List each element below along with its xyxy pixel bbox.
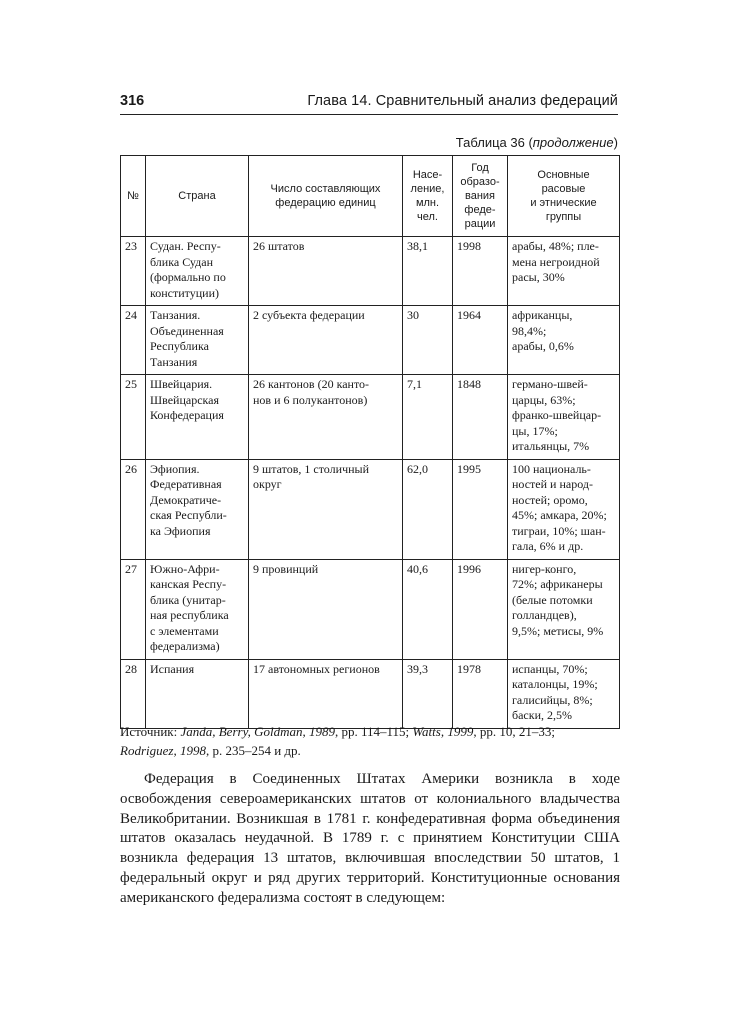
page-header <box>120 92 618 115</box>
cell-units: 26 кантонов (20 канто- нов и 6 полукантонов) <box>249 375 403 460</box>
cell-number: 25 <box>121 375 146 460</box>
cell-number: 23 <box>121 237 146 306</box>
cell-country: Испания <box>146 659 249 728</box>
cell-units: 9 штатов, 1 столичный округ <box>249 459 403 559</box>
column-header-groups: Основные расовые и этнические группы <box>508 156 620 237</box>
cell-units: 17 автономных регионов <box>249 659 403 728</box>
cell-population: 7,1 <box>403 375 453 460</box>
cell-number: 24 <box>121 306 146 375</box>
table-caption <box>456 135 618 150</box>
column-header-year: Год образо- вания феде- рации <box>453 156 508 237</box>
table-row <box>121 237 620 306</box>
caption-continuation: продолжение <box>532 135 614 150</box>
body-paragraph: Федерация в Соединенных Штатах Америки возникла в ходе освобождения североамериканских штатов от колониального владычества Великобритании. Возникшая в 1781 г. конфедеративная форма объединения штатов оказалась неудачной. В 1789 г. с принятием Конституции США возникла федерация 13 штатов, включившая впоследствии 50 штатов, 1 федеральный округ и ряд других территорий. Конституционные основания американского федерализма состоят в следующем: <box>120 771 620 906</box>
caption-prefix: Таблица 36 ( <box>455 135 533 150</box>
cell-number: 27 <box>121 559 146 659</box>
source-ref-janda: Janda, Berry, Goldman, 1989 <box>180 724 336 739</box>
table-header-row <box>121 156 620 237</box>
cell-year: 1848 <box>453 375 508 460</box>
cell-population: 39,3 <box>403 659 453 728</box>
column-header-country: Страна <box>146 156 249 237</box>
federations-table <box>120 155 620 729</box>
column-header-number: № <box>121 156 146 237</box>
cell-population: 38,1 <box>403 237 453 306</box>
cell-year: 1996 <box>453 559 508 659</box>
table-row <box>121 375 620 460</box>
cell-year: 1978 <box>453 659 508 728</box>
cell-groups: германо-швей- царцы, 63%; франко-швейцар- цы, 17%; итальянцы, 7% <box>508 375 620 460</box>
page-number: 316 <box>120 93 145 109</box>
cell-units: 9 провинций <box>249 559 403 659</box>
running-title: Глава 14. Сравнительный анализ федераций <box>307 93 618 109</box>
source-ref-rodriguez: Rodriguez, 1998 <box>120 743 206 758</box>
source-pages-rodriguez: , p. 235–254 и др. <box>205 743 301 758</box>
cell-year: 1995 <box>453 459 508 559</box>
table-row <box>121 559 620 659</box>
cell-country: Эфиопия. Федеративная Демократиче- ская Республи- ка Эфиопия <box>146 459 249 559</box>
cell-country: Швейцария. Швейцарская Конфедерация <box>146 375 249 460</box>
cell-groups: нигер-конго, 72%; африканеры (белые потомки голландцев), 9,5%; метисы, 9% <box>508 559 620 659</box>
source-ref-watts: Watts, 1999 <box>412 724 474 739</box>
cell-groups: африканцы, 98,4%; арабы, 0,6% <box>508 306 620 375</box>
column-header-population: Насе- ление, млн. чел. <box>403 156 453 237</box>
cell-groups: 100 националь- ностей и народ- ностей; оромо, 45%; амкара, 20%; тиграи, 10%; шан- гала, 6% и др. <box>508 459 620 559</box>
cell-country: Судан. Респу- блика Судан (формально по конституции) <box>146 237 249 306</box>
table-row <box>121 306 620 375</box>
cell-population: 62,0 <box>403 459 453 559</box>
cell-number: 26 <box>121 459 146 559</box>
cell-year: 1998 <box>453 237 508 306</box>
cell-units: 2 субъекта федерации <box>249 306 403 375</box>
table-row <box>121 459 620 559</box>
cell-population: 30 <box>403 306 453 375</box>
source-label: Источник: <box>120 724 181 739</box>
column-header-units: Число составляющих федерацию единиц <box>249 156 403 237</box>
caption-suffix: ) <box>613 135 618 150</box>
source-pages-watts: , pp. 10, 21–33; <box>473 724 555 739</box>
cell-number: 28 <box>121 659 146 728</box>
cell-country: Танзания. Объединенная Республика Танзания <box>146 306 249 375</box>
table-row <box>121 659 620 728</box>
cell-population: 40,6 <box>403 559 453 659</box>
table-source-note <box>120 722 620 760</box>
cell-units: 26 штатов <box>249 237 403 306</box>
cell-year: 1964 <box>453 306 508 375</box>
source-pages-janda: , pp. 114–115; <box>335 724 413 739</box>
cell-groups: арабы, 48%; пле- мена негроидной расы, 30% <box>508 237 620 306</box>
cell-groups: испанцы, 70%; каталонцы, 19%; галисийцы, 8%; баски, 2,5% <box>508 659 620 728</box>
cell-country: Южно-Афри- канская Респу- блика (унитар- ная республика с элементами федерализма) <box>146 559 249 659</box>
